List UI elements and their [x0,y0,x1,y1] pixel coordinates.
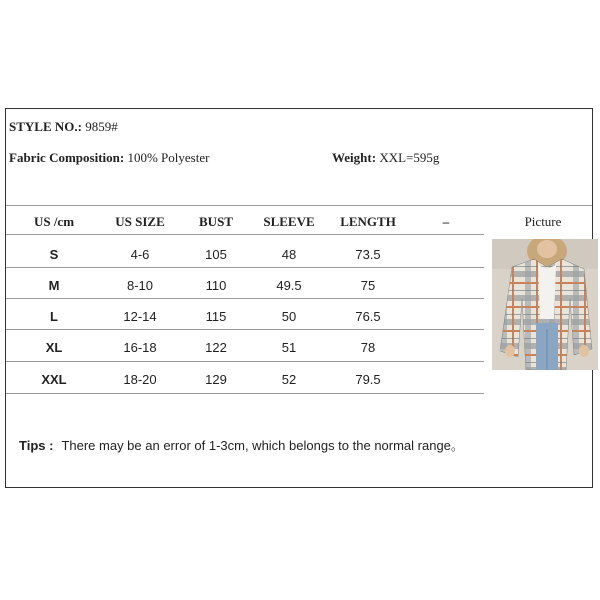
table-cell-sleeve: 50 [281,309,297,324]
col-header-picture: Picture [524,214,562,229]
tips-text: There may be an error of 1-3cm, which belongs to the normal range。 [61,438,464,453]
fabric-composition: Fabric Composition: 100% Polyester [9,150,210,165]
table-cell-us-size: 18-20 [123,372,157,387]
col-header-dash: – [442,214,450,229]
table-cell-size: M [48,278,60,293]
table-cell-sleeve: 52 [281,372,297,387]
row-divider [6,329,484,330]
col-header-length: LENGTH [340,214,396,229]
row-divider [6,393,484,394]
row-divider [6,234,484,235]
table-cell-length: 76.5 [355,309,381,324]
row-divider [6,267,484,268]
table-cell-size: XXL [41,372,67,387]
weight-info: Weight: XXL=595g [332,150,440,165]
col-header-bust: BUST [199,214,233,229]
table-cell-length: 73.5 [355,247,381,262]
row-divider [6,298,484,299]
table-cell-us-size: 16-18 [123,340,157,355]
style-number: STYLE NO.: 9859# [9,119,118,134]
table-cell-us-size: 4-6 [130,247,150,262]
tips-label: Tips : [19,438,54,453]
table-cell-sleeve: 48 [281,247,297,262]
table-cell-bust: 115 [205,309,227,324]
table-cell-bust: 105 [205,247,227,262]
table-cell-us-size: 12-14 [123,309,157,324]
table-cell-sleeve: 51 [281,340,297,355]
table-cell-size: L [50,309,58,324]
table-cell-length: 78 [360,340,376,355]
table-cell-size: S [49,247,59,262]
plaid-jacket-image [492,239,598,370]
table-cell-length: 79.5 [355,372,381,387]
table-cell-sleeve: 49.5 [276,278,302,293]
table-cell-length: 75 [360,278,376,293]
header-divider [6,205,592,206]
product-photo [492,239,598,370]
table-cell-bust: 129 [205,372,227,387]
table-cell-us-size: 8-10 [126,278,154,293]
size-chart-card [5,108,593,488]
col-header-us-cm: US /cm [33,214,75,229]
table-cell-size: XL [45,340,63,355]
table-cell-bust: 122 [205,340,227,355]
tips-note [19,435,464,454]
table-cell-bust: 110 [205,278,227,293]
col-header-us-size: US SIZE [115,214,165,229]
col-header-sleeve: SLEEVE [263,214,315,229]
row-divider [6,361,484,362]
